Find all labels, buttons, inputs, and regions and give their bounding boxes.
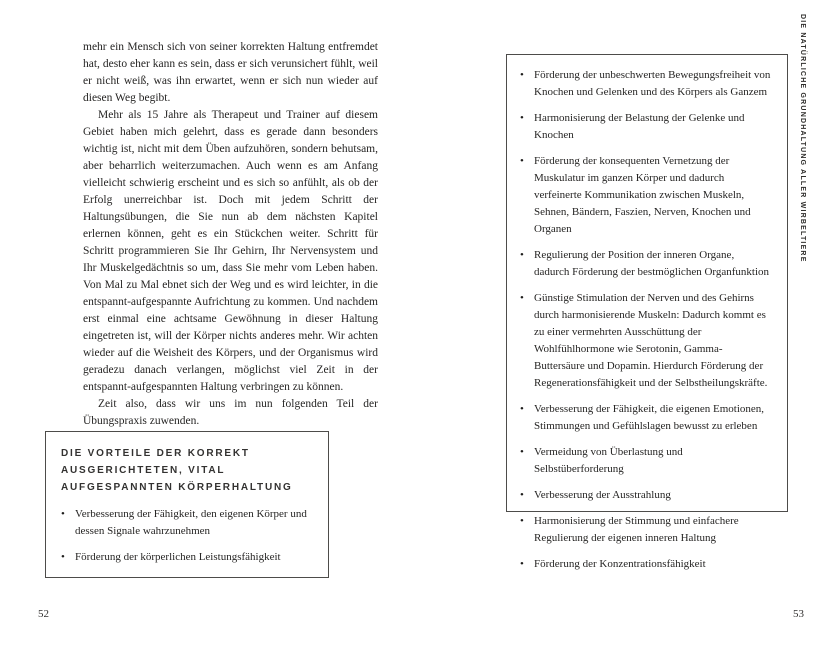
paragraph: Mehr als 15 Jahre als Therapeut und Trainer auf diesem Gebiet haben mich gelehrt, dass es gerade dann besonders wichtig ist, nicht mit dem Üben aufzuhören, sondern behutsam, aber beharrlich weiterzumachen. Auch wenn es am Anfang vielleicht schwierig erscheint und es sich so anfühlt, als ob der Erfolg unerreichbar ist. Doch mit jedem Schritt der Haltungsübungen, die Sie nun ab dem nächsten Kapitel erlernen können, geht es ein Stückchen weiter. Schritt für Schritt programmieren Sie Ihr Gehirn, Ihr Nervensystem und Ihr Muskelgedächtnis so um, dass Sie mehr vom Leben haben. Von Mal zu Mal ebnet sich der Weg und es wird leichter, in die entspannt-aufgespannte Aufrichtung zu kommen. Und nachdem erst einmal eine achtsame Gewöhnung in dieser Haltung eingetreten ist, will der Körper nichts anderes mehr. Wir achten wieder auf die Weisheit des Körpers, und der Organismus wird geradezu danach verlangen, möglichst viel Zeit in der entspannt-aufgespannten Haltung verbringen zu können. xyxy=(83,109,378,393)
benefits-item-text: Verbesserung der Fähigkeit, den eigenen Körper und dessen Signale wahrzunehmen xyxy=(75,508,307,537)
benefits-item-text: Vermeidung von Überlastung und Selbstüberforderung xyxy=(534,446,683,475)
paragraph: Zeit also, dass wir uns im nun folgenden Teil der Übungspraxis zuwenden. xyxy=(83,398,378,427)
bullet-icon: • xyxy=(61,508,65,520)
benefits-item-text: Günstige Stimulation der Nerven und des Gehirns durch harmonisierende Muskeln: Dadurch kommt es zu einer vermehrten Ausschüttung der Wohlfühlhormone wie Serotonin, Gamma-Buttersäure und Dopamin. Hierdurch Förderung der Regenerationsfähigkeit und der Selbstheilungskräfte. xyxy=(534,292,768,389)
benefits-item-text: Förderung der Konzentrationsfähigkeit xyxy=(534,558,706,570)
bullet-icon: • xyxy=(520,489,524,501)
bullet-icon: • xyxy=(520,558,524,570)
bullet-icon: • xyxy=(520,403,524,415)
benefits-item-text: Verbesserung der Fähigkeit, die eigenen Emotionen, Stimmungen und Gefühlslagen bewusst zu erleben xyxy=(534,403,765,432)
benefits-item xyxy=(520,290,772,392)
paragraph: mehr ein Mensch sich von seiner korrekten Haltung entfremdet hat, desto eher kann es sein, dass er sich verunsichert fühlt, weil er nicht weiß, was ihn erwartet, wenn er sich nun wieder auf diesen Weg begibt. xyxy=(83,41,378,104)
benefits-box-heading: DIE VORTEILE DER KORREKT AUSGERICHTETEN, VITAL AUFGESPANNTEN KÖRPERHALTUNG xyxy=(61,448,293,493)
benefits-list xyxy=(61,506,313,566)
benefits-item-text: Harmonisierung der Stimmung und einfachere Regulierung der eigenen inneren Haltung xyxy=(534,515,739,544)
chapter-margin-title: DIE NATÜRLICHE GRUNDHALTUNG ALLER WIRBELTIERE xyxy=(799,14,806,263)
bullet-icon: • xyxy=(520,249,524,261)
benefits-item xyxy=(520,247,772,281)
benefits-item xyxy=(520,401,772,435)
bullet-icon: • xyxy=(520,446,524,458)
benefits-item xyxy=(520,153,772,238)
bullet-icon: • xyxy=(520,69,524,81)
benefits-item xyxy=(520,67,772,101)
benefits-item xyxy=(520,487,772,504)
benefits-item-text: Förderung der körperlichen Leistungsfähigkeit xyxy=(75,551,281,563)
page-number-right: 53 xyxy=(793,608,804,620)
benefits-item xyxy=(520,110,772,144)
benefits-item xyxy=(61,506,313,540)
bullet-icon: • xyxy=(520,515,524,527)
bullet-icon: • xyxy=(520,292,524,304)
benefits-box-continued xyxy=(506,54,788,570)
benefits-item-text: Harmonisierung der Belastung der Gelenke und Knochen xyxy=(534,112,745,141)
benefits-item xyxy=(520,513,772,547)
benefits-item-text: Verbesserung der Ausstrahlung xyxy=(534,489,671,501)
benefits-item-text: Regulierung der Position der inneren Organe, dadurch Förderung der bestmöglichen Organfunktion xyxy=(534,249,770,278)
benefits-item-text: Förderung der konsequenten Vernetzung der Muskulatur im ganzen Körper und dadurch verfeinerte Kommunikation zwischen Muskeln, Sehnen, Bändern, Faszien, Nerven, Knochen und Organen xyxy=(534,155,751,235)
benefits-item xyxy=(61,549,313,566)
benefits-item-text: Förderung der unbeschwerten Bewegungsfreiheit von Knochen und Gelenken und des Körpers als Ganzem xyxy=(534,69,771,98)
benefits-list xyxy=(520,67,772,573)
benefits-box xyxy=(45,431,329,578)
benefits-item xyxy=(520,444,772,478)
page-number-left: 52 xyxy=(38,608,49,620)
bullet-icon: • xyxy=(520,112,524,124)
left-page-body-text xyxy=(83,39,378,430)
benefits-item xyxy=(520,556,772,573)
bullet-icon: • xyxy=(520,155,524,167)
bullet-icon: • xyxy=(61,551,65,563)
